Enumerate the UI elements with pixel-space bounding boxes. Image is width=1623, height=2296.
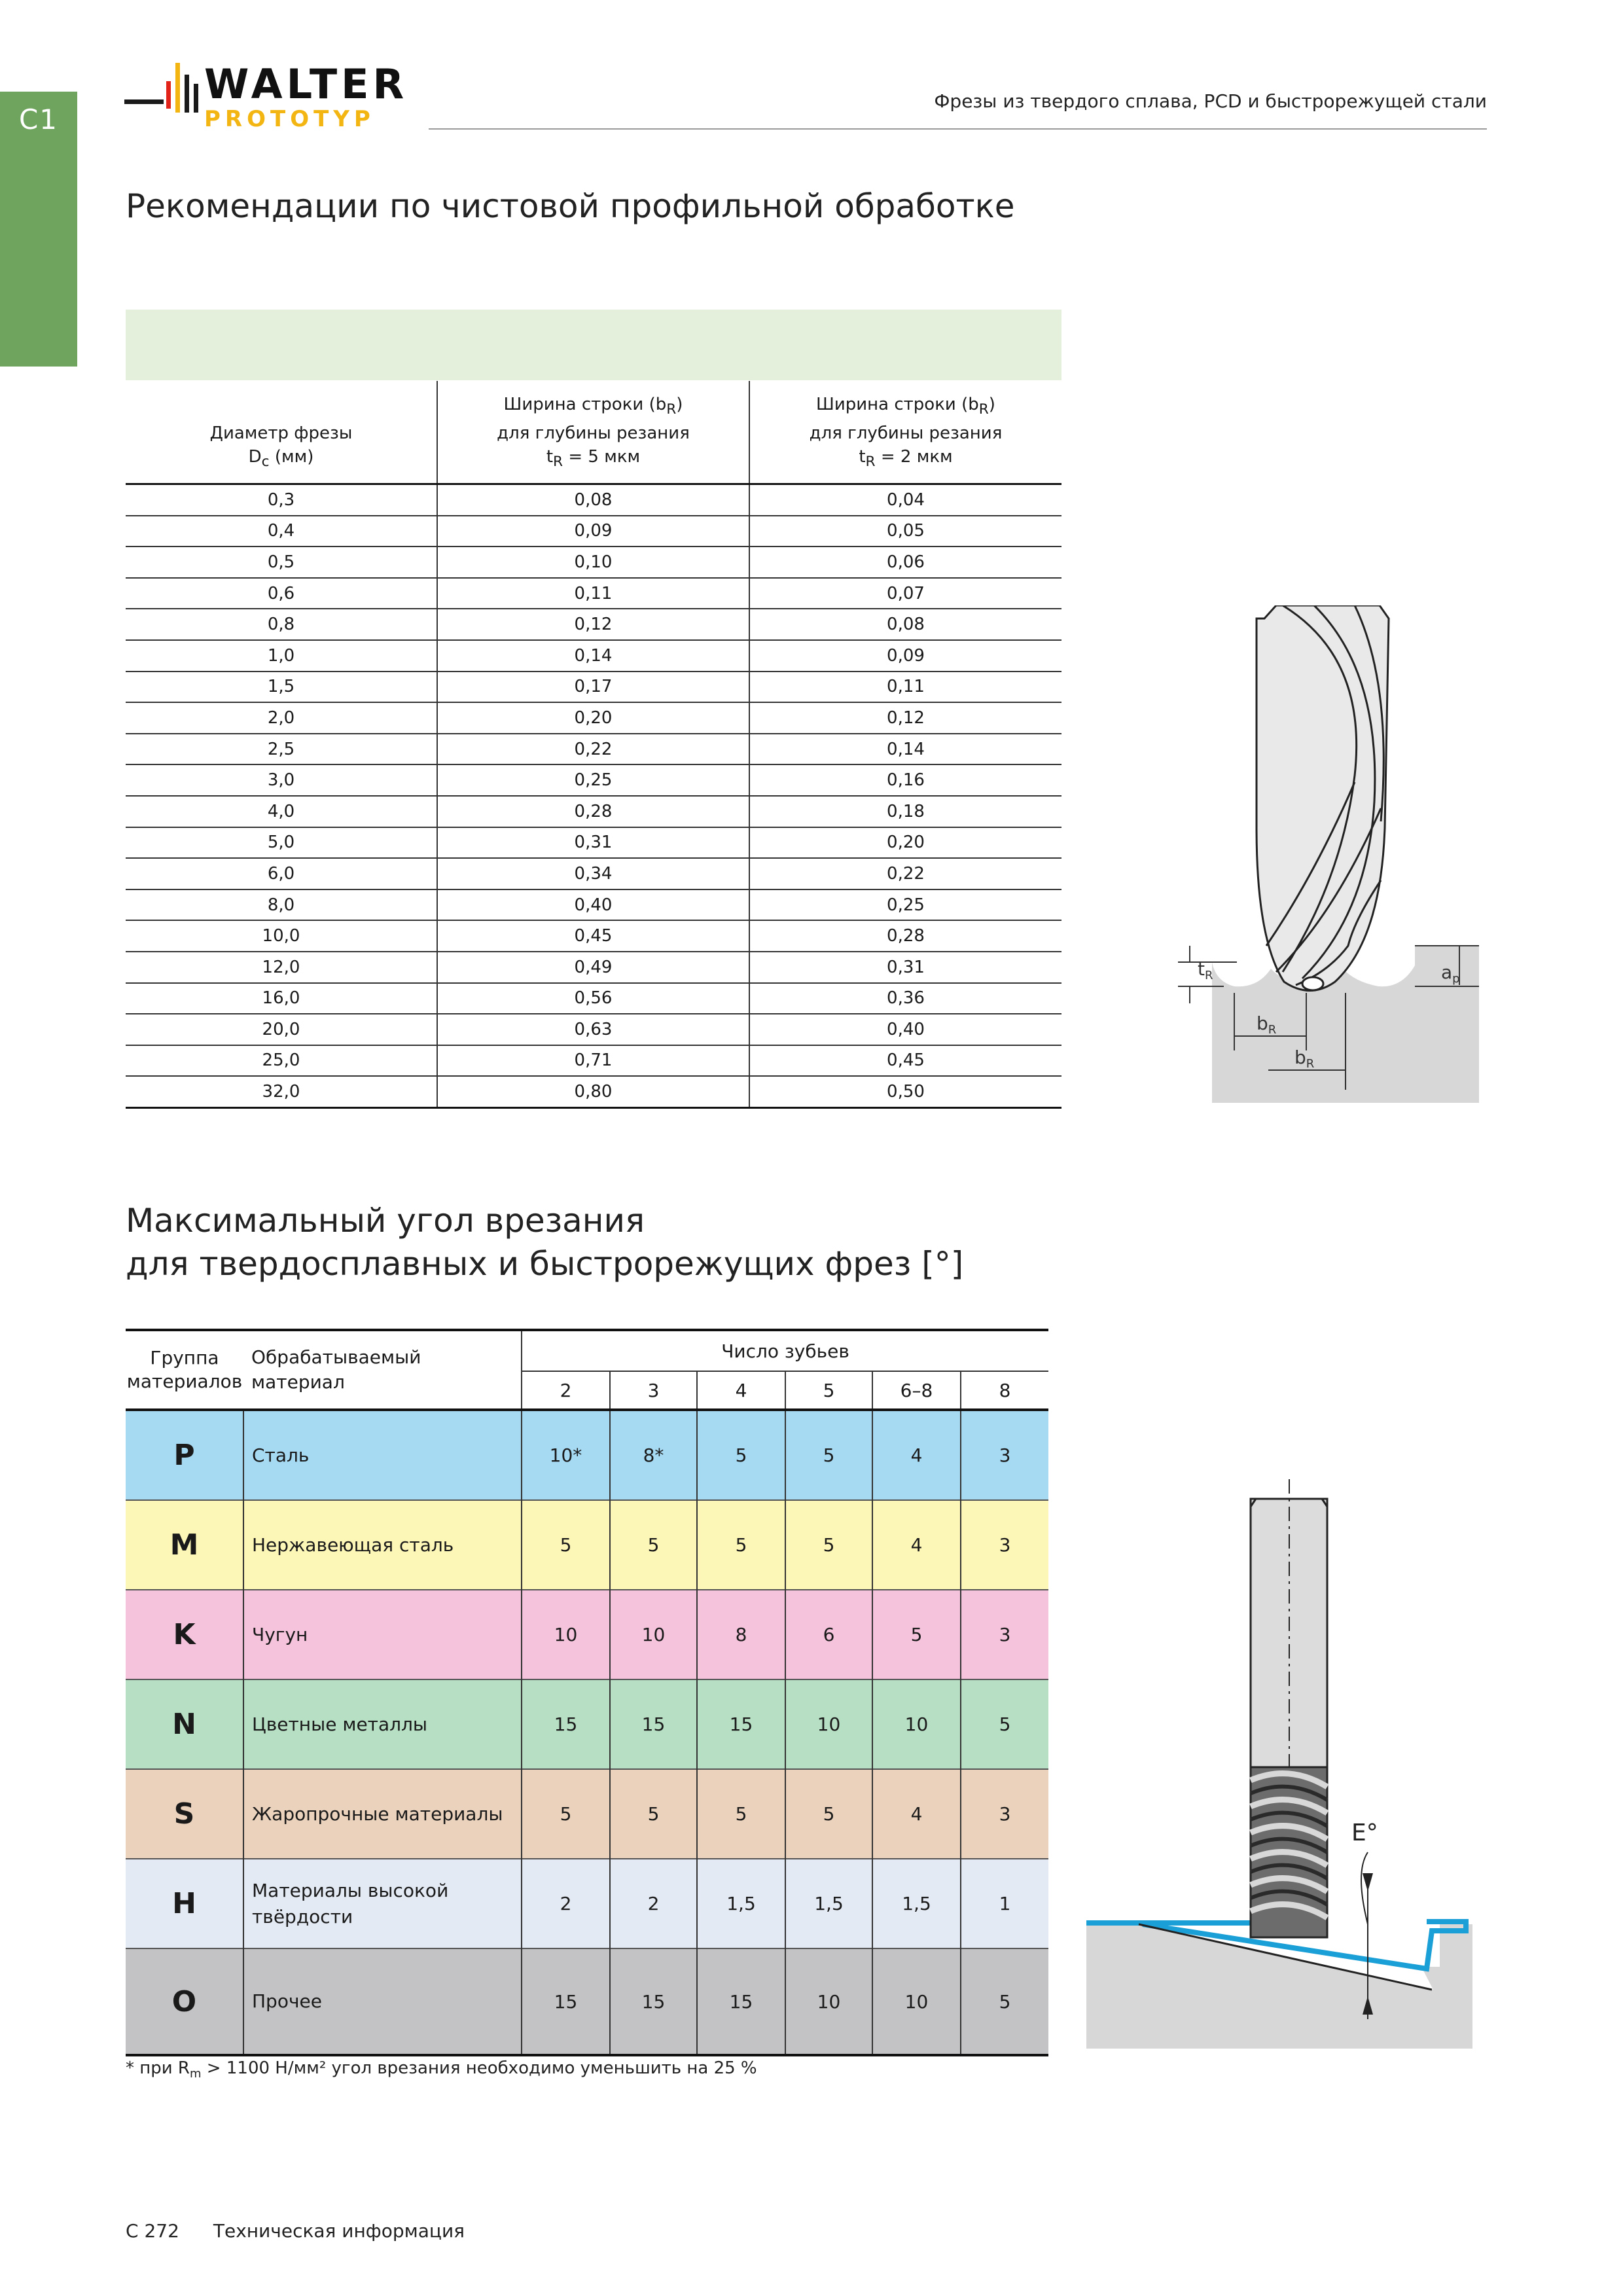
- table-row: [126, 827, 1061, 859]
- angle-value-cell: 5: [697, 1410, 785, 1500]
- diameter-cell: 5,0: [126, 827, 437, 859]
- angle-value-cell: 5: [522, 1769, 610, 1859]
- angle-value-cell: 15: [697, 1948, 785, 2055]
- angle-value-cell: 8*: [610, 1410, 697, 1500]
- width-5um-cell: 0,40: [437, 889, 749, 921]
- table-row: [126, 578, 1061, 609]
- footnote: * при $R_m > 1100$ Н/мм² угол врезания необходимо уменьшить на 25 %: [126, 2058, 757, 2081]
- width-5um-cell: 0,31: [437, 827, 749, 859]
- table-row: [126, 764, 1061, 796]
- angle-value-cell: 10: [785, 1948, 872, 2055]
- angle-value-cell: 5: [872, 1590, 961, 1679]
- diameter-cell: 25,0: [126, 1045, 437, 1077]
- walter-logo: [124, 59, 406, 131]
- angle-value-cell: 10*: [522, 1410, 610, 1500]
- col-width-5um-header: Ширина строки $(b_R)$ для глубины резания $t_R = 5$ мкм: [437, 381, 749, 484]
- width-5um-cell: 0,09: [437, 516, 749, 547]
- width-2um-cell: 0,28: [749, 920, 1061, 952]
- diameter-cell: 1,0: [126, 640, 437, 672]
- diameter-cell: 20,0: [126, 1014, 437, 1045]
- angle-value-cell: 2: [610, 1859, 697, 1948]
- angle-value-cell: 3: [961, 1500, 1048, 1590]
- angle-value-cell: 6: [785, 1590, 872, 1679]
- ball-nose-diagram: [1158, 605, 1492, 1103]
- width-5um-cell: 0,22: [437, 734, 749, 765]
- angle-value-cell: 1,5: [785, 1859, 872, 1948]
- stepover-table: [126, 381, 1061, 1109]
- angle-value-cell: 3: [961, 1590, 1048, 1679]
- angle-value-cell: 15: [522, 1679, 610, 1769]
- ramp-angle-label: E°: [1351, 1820, 1378, 1846]
- ap-label: $a_p$: [1441, 961, 1460, 986]
- angle-value-cell: 15: [610, 1948, 697, 2055]
- width-5um-cell: 0,14: [437, 640, 749, 672]
- width-2um-cell: 0,40: [749, 1014, 1061, 1045]
- angle-value-cell: 1: [961, 1859, 1048, 1948]
- br-label-2: $b_R$: [1294, 1047, 1315, 1071]
- table2-body: [126, 1410, 1048, 2055]
- width-2um-cell: 0,31: [749, 952, 1061, 983]
- diameter-cell: 16,0: [126, 983, 437, 1014]
- material-group-cell: S: [126, 1769, 243, 1859]
- logo-brand: WALTER: [204, 60, 408, 108]
- angle-value-cell: 3: [961, 1410, 1048, 1500]
- width-5um-cell: 0,11: [437, 578, 749, 609]
- table-row: [126, 484, 1061, 516]
- material-name-cell: Сталь: [243, 1410, 522, 1500]
- table-row: [126, 920, 1061, 952]
- width-5um-cell: 0,56: [437, 983, 749, 1014]
- col-width-2um-header: Ширина строки $(b_R)$ для глубины резания $t_R = 2$ мкм: [749, 381, 1061, 484]
- material-group-cell: O: [126, 1948, 243, 2055]
- material-row: [126, 1410, 1048, 1500]
- width-5um-cell: 0,80: [437, 1076, 749, 1107]
- width-2um-cell: 0,12: [749, 702, 1061, 734]
- table-row: [126, 1076, 1061, 1107]
- material-row: [126, 1859, 1048, 1948]
- width-5um-cell: 0,12: [437, 609, 749, 640]
- angle-value-cell: 1,5: [872, 1859, 961, 1948]
- width-5um-cell: 0,28: [437, 796, 749, 827]
- angle-value-cell: 5: [697, 1500, 785, 1590]
- table-row: [126, 1014, 1061, 1045]
- angle-value-cell: 10: [522, 1590, 610, 1679]
- angle-value-cell: 5: [610, 1500, 697, 1590]
- angle-value-cell: 5: [785, 1410, 872, 1500]
- material-group-cell: N: [126, 1679, 243, 1769]
- material-row: [126, 1500, 1048, 1590]
- material-group-cell: K: [126, 1590, 243, 1679]
- width-5um-cell: 0,63: [437, 1014, 749, 1045]
- col-diameter-header: Диаметр фрезы $D_c$ (мм): [126, 381, 437, 484]
- table-row: [126, 702, 1061, 734]
- width-2um-cell: 0,09: [749, 640, 1061, 672]
- angle-value-cell: 5: [610, 1769, 697, 1859]
- table-row: [126, 858, 1061, 889]
- angle-value-cell: 8: [697, 1590, 785, 1679]
- material-name-cell: Цветные металлы: [243, 1679, 522, 1769]
- teeth-col-header: 2: [522, 1371, 610, 1410]
- angle-value-cell: 2: [522, 1859, 610, 1948]
- section2-title: Максимальный угол врезания для твердосплавных и быстрорежущих фрез [°]: [126, 1202, 964, 1283]
- diameter-cell: 6,0: [126, 858, 437, 889]
- angle-value-cell: 4: [872, 1500, 961, 1590]
- table-row: [126, 734, 1061, 765]
- page-footer: [126, 2220, 465, 2242]
- material-row: [126, 1590, 1048, 1679]
- table-row: [126, 609, 1061, 640]
- width-2um-cell: 0,36: [749, 983, 1061, 1014]
- header-title: Фрезы из твердого сплава, PCD и быстрорежущей стали: [934, 90, 1487, 112]
- section-tab: [0, 92, 77, 367]
- diameter-cell: 3,0: [126, 764, 437, 796]
- width-2um-cell: 0,16: [749, 764, 1061, 796]
- table-row: [126, 640, 1061, 672]
- angle-value-cell: 10: [785, 1679, 872, 1769]
- teeth-col-header: 5: [785, 1371, 872, 1410]
- width-2um-cell: 0,06: [749, 547, 1061, 578]
- diameter-cell: 8,0: [126, 889, 437, 921]
- material-name-cell: Материалы высокой твёрдости: [243, 1859, 522, 1948]
- width-2um-cell: 0,05: [749, 516, 1061, 547]
- teeth-col-header: 6–8: [872, 1371, 961, 1410]
- angle-value-cell: 10: [872, 1679, 961, 1769]
- teeth-col-header: 8: [961, 1371, 1048, 1410]
- table-row: [126, 547, 1061, 578]
- diameter-cell: 0,4: [126, 516, 437, 547]
- table-row: [126, 952, 1061, 983]
- cutter-body: [1257, 605, 1389, 991]
- angle-value-cell: 15: [610, 1679, 697, 1769]
- teeth-col-header: 3: [610, 1371, 697, 1410]
- diameter-cell: 0,6: [126, 578, 437, 609]
- table-row: [126, 672, 1061, 703]
- section-tab-label: C1: [18, 103, 59, 135]
- angle-value-cell: 15: [522, 1948, 610, 2055]
- material-name-cell: Нержавеющая сталь: [243, 1500, 522, 1590]
- width-5um-cell: 0,20: [437, 702, 749, 734]
- angle-value-cell: 15: [697, 1679, 785, 1769]
- header-divider: [429, 128, 1487, 130]
- angle-value-cell: 10: [872, 1948, 961, 2055]
- section1-title: Рекомендации по чистовой профильной обработке: [126, 187, 1015, 225]
- width-2um-cell: 0,45: [749, 1045, 1061, 1077]
- width-2um-cell: 0,14: [749, 734, 1061, 765]
- angle-value-cell: 5: [785, 1500, 872, 1590]
- diameter-cell: 0,8: [126, 609, 437, 640]
- width-5um-cell: 0,25: [437, 764, 749, 796]
- material-name-cell: Чугун: [243, 1590, 522, 1679]
- table-row: [126, 516, 1061, 547]
- angle-value-cell: 4: [872, 1769, 961, 1859]
- diameter-cell: 2,5: [126, 734, 437, 765]
- diameter-cell: 32,0: [126, 1076, 437, 1107]
- width-5um-cell: 0,34: [437, 858, 749, 889]
- material-row: [126, 1948, 1048, 2055]
- width-2um-cell: 0,18: [749, 796, 1061, 827]
- width-5um-cell: 0,17: [437, 672, 749, 703]
- material-group-cell: H: [126, 1859, 243, 1948]
- width-2um-cell: 0,25: [749, 889, 1061, 921]
- col-material-header: Обрабатываемый материал: [243, 1330, 522, 1410]
- table-row: [126, 796, 1061, 827]
- material-row: [126, 1679, 1048, 1769]
- width-2um-cell: 0,11: [749, 672, 1061, 703]
- angle-value-cell: 5: [961, 1948, 1048, 2055]
- diameter-cell: 0,3: [126, 484, 437, 516]
- width-2um-cell: 0,20: [749, 827, 1061, 859]
- table-header-row: [126, 1330, 1048, 1371]
- teeth-count-header: Число зубьев: [522, 1330, 1048, 1371]
- tr-label: $t_R$: [1198, 958, 1213, 982]
- material-name-cell: Прочее: [243, 1948, 522, 2055]
- teeth-col-header: 4: [697, 1371, 785, 1410]
- page-number: C 272: [126, 2220, 179, 2242]
- logo-subbrand: PROTOTYP: [204, 106, 375, 132]
- angle-value-cell: 1,5: [697, 1859, 785, 1948]
- width-2um-cell: 0,50: [749, 1076, 1061, 1107]
- width-2um-cell: 0,07: [749, 578, 1061, 609]
- col-group-header: Группа материалов: [126, 1330, 243, 1410]
- table1-header-band: [126, 310, 1061, 380]
- width-5um-cell: 0,08: [437, 484, 749, 516]
- diameter-cell: 4,0: [126, 796, 437, 827]
- width-5um-cell: 0,71: [437, 1045, 749, 1077]
- angle-value-cell: 5: [697, 1769, 785, 1859]
- material-group-cell: P: [126, 1410, 243, 1500]
- table-header-row: [126, 381, 1061, 484]
- table-row: [126, 983, 1061, 1014]
- width-5um-cell: 0,10: [437, 547, 749, 578]
- width-2um-cell: 0,22: [749, 858, 1061, 889]
- width-2um-cell: 0,08: [749, 609, 1061, 640]
- logo-bars-icon: [124, 59, 209, 131]
- table1-body: [126, 484, 1061, 1108]
- material-row: [126, 1769, 1048, 1859]
- material-name-cell: Жаропрочные материалы: [243, 1769, 522, 1859]
- angle-value-cell: 5: [785, 1769, 872, 1859]
- angle-value-cell: 4: [872, 1410, 961, 1500]
- angle-value-cell: 3: [961, 1769, 1048, 1859]
- diameter-cell: 0,5: [126, 547, 437, 578]
- diameter-cell: 10,0: [126, 920, 437, 952]
- diameter-cell: 1,5: [126, 672, 437, 703]
- diameter-cell: 2,0: [126, 702, 437, 734]
- ramping-angle-table: [126, 1329, 1048, 2056]
- table-row: [126, 889, 1061, 921]
- angle-value-cell: 5: [522, 1500, 610, 1590]
- width-5um-cell: 0,49: [437, 952, 749, 983]
- diameter-cell: 12,0: [126, 952, 437, 983]
- ramping-diagram: [1086, 1473, 1472, 2049]
- material-group-cell: M: [126, 1500, 243, 1590]
- footer-text: Техническая информация: [213, 2220, 465, 2242]
- width-5um-cell: 0,45: [437, 920, 749, 952]
- width-2um-cell: 0,04: [749, 484, 1061, 516]
- angle-value-cell: 10: [610, 1590, 697, 1679]
- table-row: [126, 1045, 1061, 1077]
- br-label-1: $b_R$: [1257, 1013, 1277, 1037]
- angle-value-cell: 5: [961, 1679, 1048, 1769]
